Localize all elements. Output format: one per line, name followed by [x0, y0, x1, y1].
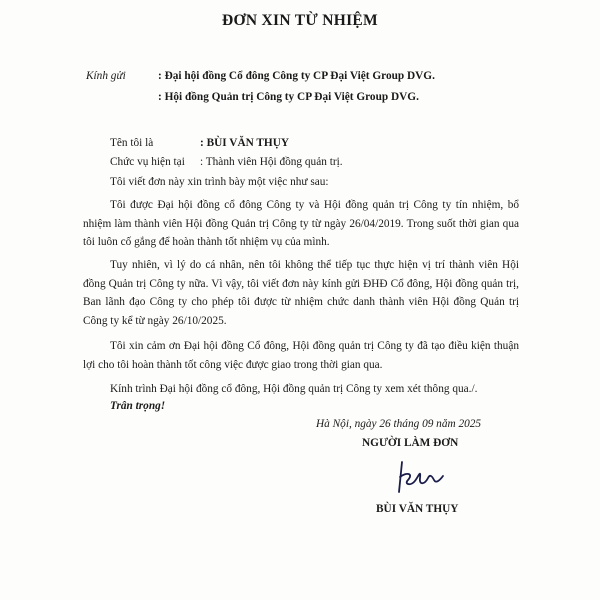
- body-paragraph-1: Tôi được Đại hội đồng cổ đông Công ty và Hội đồng quản trị Công ty tín nhiệm, bổ nhiệm làm thành viên Hội đồng Quản trị Công ty từ ngày 26/04/2019. Trong suốt thời gian qua tôi luôn cố gắng để hoàn thành tốt nhiệm vụ của mình.: [83, 199, 519, 248]
- body-paragraph-2: Tuy nhiên, vì lý do cá nhân, nên tôi không thể tiếp tục thực hiện vị trí thành viên Hội đồng Quản trị Công ty nữa. Vì vậy, tôi viết đơn này kính gửi ĐHĐ Cổ đông, Hội đồng quản trị, Ban lãnh đạo Công ty cho phép tôi được từ nhiệm chức danh thành viên Hội đồng Quản trị Công ty kể từ ngày 26/10/2025.: [83, 259, 519, 327]
- closing-text: Trân trọng!: [110, 400, 166, 412]
- name-value: : BÙI VĂN THỤY: [200, 137, 290, 149]
- intro-text: Tôi viết đơn này xin trình bày một việc như sau:: [110, 176, 329, 188]
- recipient-line-2: : Hội đồng Quản trị Công ty CP Đại Việt Group DVG.: [158, 91, 419, 103]
- body-paragraph-3: Tôi xin cảm ơn Đại hội đồng Cổ đông, Hội đồng quản trị Công ty đã tạo điều kiện thuận lợi cho tôi hoàn thành tốt công việc được giao trong thời gian qua.: [83, 340, 519, 371]
- signer-title: NGƯỜI LÀM ĐƠN: [362, 437, 459, 449]
- position-value: : Thành viên Hội đồng quản trị.: [200, 156, 343, 168]
- recipient-line-1: : Đại hội đồng Cổ đông Công ty CP Đại Việt Group DVG.: [158, 70, 435, 82]
- signer-name: BÙI VĂN THỤY: [376, 503, 459, 515]
- name-label: Tên tôi là: [110, 137, 154, 149]
- place-date: Hà Nội, ngày 26 tháng 09 năm 2025: [316, 418, 482, 430]
- body-paragraph-4: Kính trình Đại hội đồng cổ đông, Hội đồng quản trị Công ty xem xét thông qua./.: [110, 383, 478, 395]
- recipient-label: Kính gửi: [86, 70, 126, 82]
- document-title: ĐƠN XIN TỪ NHIỆM: [222, 12, 378, 29]
- handwritten-signature: [394, 458, 446, 498]
- position-label: Chức vụ hiện tại: [110, 156, 185, 168]
